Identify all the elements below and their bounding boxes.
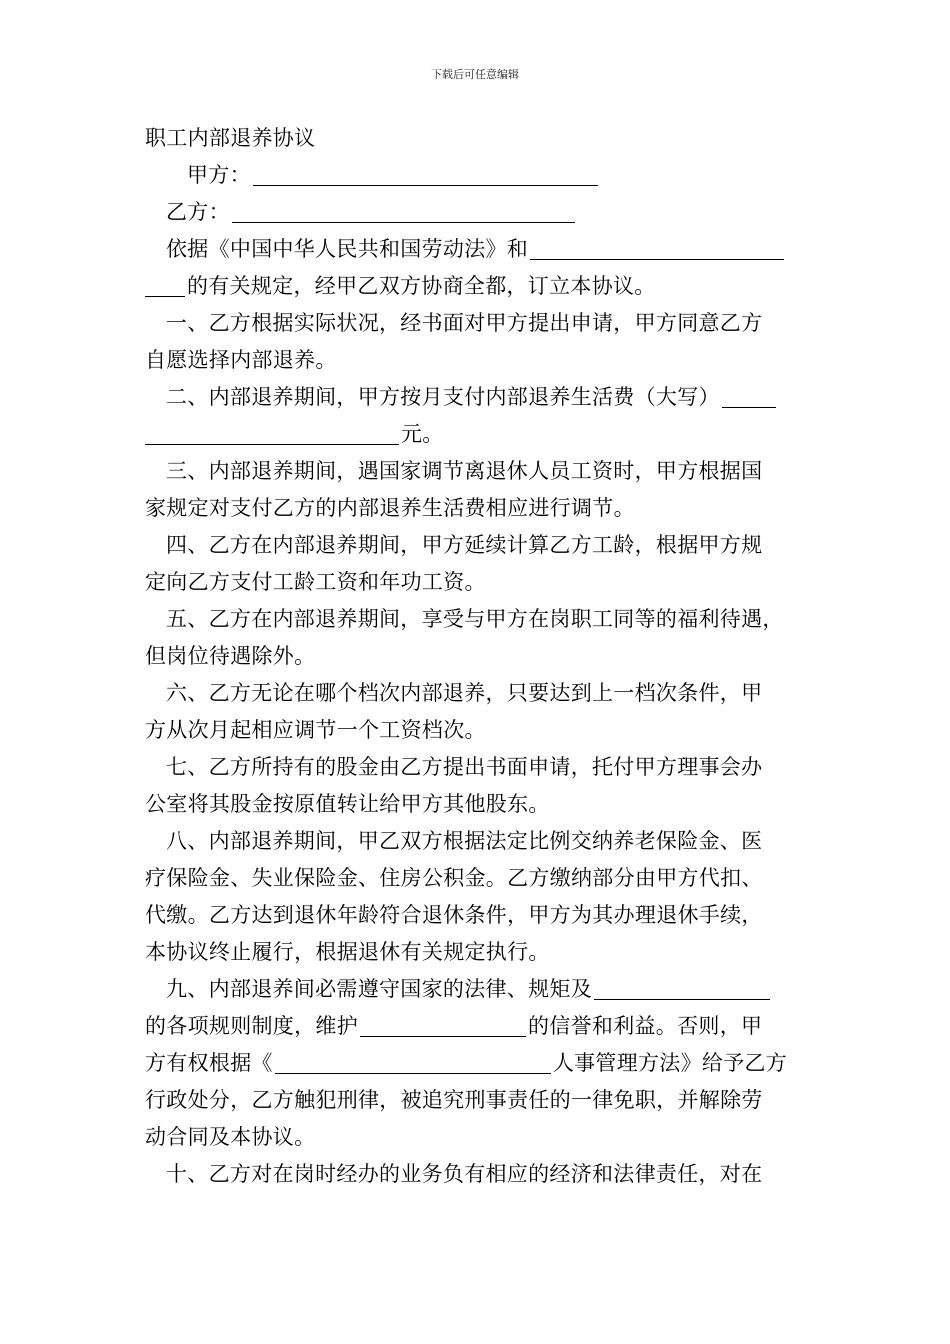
clause-9-line-4: 行政处分，乙方触犯刑律，被追究刑事责任的一律免职，并解除劳 [145,1088,763,1112]
party-a-blank [253,161,598,186]
clause-7-line-1: 七、乙方所持有的股金由乙方提出书面申请，托付甲方理事会办 [166,755,763,779]
clause-8-line-4: 本协议终止履行，根据退休有关规定执行。 [145,940,550,964]
clause-9-line-3 [145,1045,815,1082]
clause-9-text-2a: 的各项规则制度，维护 [145,1014,358,1038]
party-b-blank [232,198,575,223]
clause-3-line-2: 家规定对支付乙方的内部退养生活费相应进行调节。 [145,496,635,520]
clause-2-text-cont: 元。 [401,422,444,446]
clause-9-line-1 [145,971,815,1008]
agreement-document [145,120,815,1193]
clause-2-line-1 [145,379,815,416]
clause-9-line-2 [145,1008,815,1045]
clause-9-text-3a: 方有权根据《 [145,1051,273,1075]
clause-4-line-2: 定向乙方支付工龄工资和年功工资。 [145,570,486,594]
clause-6-line-1: 六、乙方无论在哪个档次内部退养，只要达到上一档次条件，甲 [166,681,763,705]
basis-line-2 [145,268,815,305]
clause-6-line-2: 方从次月起相应调节一个工资档次。 [145,718,486,742]
law-name-blank [530,235,784,260]
clause-5-line-2: 但岗位待遇除外。 [145,644,316,668]
clause-9-text-3b: 人事管理方法》给予乙方 [552,1051,788,1075]
clause-2-text: 二、内部退养期间，甲方按月支付内部退养生活费（大写） [166,385,720,409]
clause-2-line-2 [145,416,815,453]
clause-4-line-1: 四、乙方在内部退养期间，甲方延续计算乙方工龄，根据甲方规 [166,533,763,557]
clause-10-line-1: 十、乙方对在岗时经办的业务负有相应的经济和法律责任，对在 [166,1162,763,1186]
clause-8-line-3: 代缴。乙方达到退休年龄符合退休条件，甲方为其办理退休手续， [145,903,763,927]
allowance-amount-blank-cont [145,420,399,445]
party-a-label: 甲方： [187,163,251,187]
header-note: 下载后可任意编辑 [431,68,519,81]
employer-rules-blank [594,975,770,1000]
basis-text-cont: 的有关规定，经甲乙双方协商全都，订立本协议。 [187,274,656,298]
party-b-line [145,194,815,231]
clause-5-line-1: 五、乙方在内部退养期间，享受与甲方在岗职工同等的福利待遇， [166,607,784,631]
clause-1-line-1: 一、乙方根据实际状况，经书面对甲方提出申请，甲方同意乙方 [166,311,763,335]
party-a-line [145,157,815,194]
clause-9-text: 九、内部退养间必需遵守国家的法律、规矩及 [166,977,592,1001]
clause-8-line-2: 疗保险金、失业保险金、住房公积金。乙方缴纳部分由甲方代扣、 [145,866,763,890]
employer-name-blank [360,1012,526,1037]
basis-text: 依据《中国中华人民共和国劳动法》和 [166,237,529,261]
clause-9-text-2b: 的信誉和利益。否则，甲 [528,1014,763,1038]
clause-8-line-1: 八、内部退养期间，甲乙双方根据法定比例交纳养老保险金、医 [166,829,763,853]
clause-3-line-1: 三、内部退养期间，遇国家调节离退休人员工资时，甲方根据国 [166,459,763,483]
allowance-amount-blank [722,383,776,408]
party-b-label: 乙方： [166,200,230,224]
clause-7-line-2: 公室将其股金按原值转让给甲方其他股东。 [145,792,550,816]
regulation-name-blank [275,1049,551,1074]
clause-1-line-2: 自愿选择内部退养。 [145,348,337,372]
law-name-blank-cont [145,272,185,297]
basis-line-1 [145,231,815,268]
clause-9-line-5: 动合同及本协议。 [145,1125,316,1149]
document-title: 职工内部退养协议 [145,126,316,150]
